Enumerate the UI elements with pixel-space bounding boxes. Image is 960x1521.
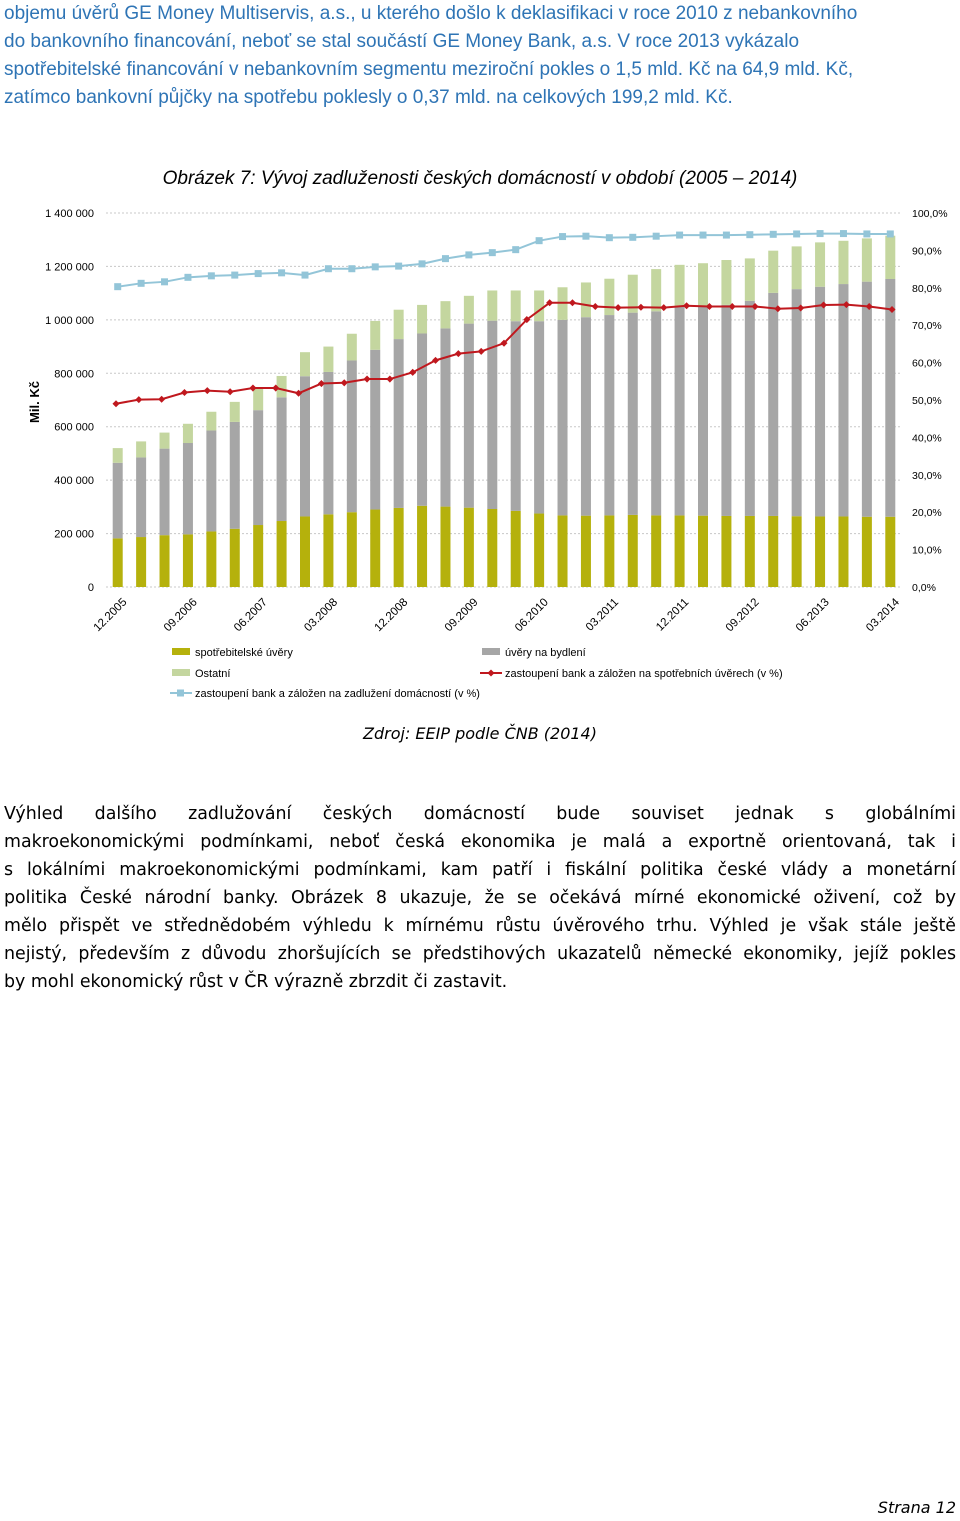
consumer-bar [113,538,123,587]
y2-tick-label: 10,0% [912,544,942,557]
body-line: politika České národní banky. Obrázek 8 ukazuje, že se očekává mírné ekonomické oživení, což by [4,888,956,908]
consumer_share-point [341,379,348,386]
housing-bar [604,315,614,515]
consumer-bar [698,516,708,587]
total_share-point [161,278,168,285]
y2-tick-label: 100,0% [912,208,948,220]
x-tick-label: 06.2013 [793,596,832,635]
housing-bar [323,372,333,514]
housing-bar [300,376,310,516]
other-bar [885,236,895,279]
total_share-point [138,280,145,287]
total_share-point [278,269,285,276]
other-bar [511,290,521,321]
other-bar [768,251,778,293]
other-bar [160,433,170,449]
total_share-point [817,230,824,237]
debt-chart [0,150,960,710]
total_share-point [442,255,449,262]
other-bar [347,334,357,361]
consumer_share-point [660,304,667,311]
body-line: s lokálními makroekonomickými podmínkami, kam patří i fiskální politika české vlády a monetární [4,860,956,880]
total_share-point [700,232,707,239]
consumer-bar [581,516,591,587]
consumer-bar [745,516,755,587]
housing-bar [558,320,568,516]
consumer-bar [815,516,825,587]
consumer-bar [323,514,333,587]
other-bar [464,296,474,324]
y2-tick-label: 80,0% [912,282,942,295]
housing-bar [394,339,404,508]
other-bar [136,441,146,457]
consumer-bar [370,510,380,587]
consumer_share-point [158,396,165,403]
other-bar [394,310,404,339]
consumer_share-point [455,350,462,357]
consumer_share-point [637,304,644,311]
source-caption: Zdroj: EEIP podle ČNB (2014) [363,724,597,743]
y2-tick-label: 60,0% [912,357,942,370]
total_share-point [723,232,730,239]
other-bar [862,238,872,281]
total_share-point [863,230,870,237]
consumer-bar [534,514,544,587]
y2-tick-label: 70,0% [912,320,942,333]
housing-bar [651,311,661,515]
x-tick-label: 06.2007 [232,596,270,635]
bars [113,236,896,587]
total_share-point [465,251,472,258]
total_share-point [653,233,660,240]
other-bar [230,402,240,422]
y2-tick-label: 40,0% [912,432,942,445]
housing-bar [745,301,755,516]
housing-bar [581,317,591,515]
intro-line: spotřebitelské financování v nebankovním segmentu meziroční pokles o 1,5 mld. Kč na 64,9 mld. Kč, [4,59,854,80]
consumer_share-point [204,387,211,394]
legend-swatch [172,669,190,676]
consumer_share-point [615,304,622,311]
housing-bar [230,422,240,529]
consumer-bar [183,534,193,587]
consumer-bar [838,516,848,587]
total_share-point [348,265,355,272]
legend-label: Ostatní [195,668,231,680]
body-line: mělo přispět ve střednědobém výhledu k mírnému růstu úvěrového trhu. Výhled je však stále ještě [4,916,956,936]
housing-bar [628,313,638,515]
consumer-bar [440,507,450,587]
other-bar [698,263,708,306]
y-tick-label: 400 000 [54,475,94,488]
y2-tick-label: 20,0% [912,507,942,520]
housing-bar [721,305,731,516]
housing-bar [534,321,544,513]
housing-bar [113,463,123,539]
total_share-point [746,231,753,238]
housing-bar [768,293,778,516]
other-bar [206,412,216,431]
consumer-bar [862,517,872,587]
housing-bar [885,279,895,517]
intro-line: zatímco bankovní půjčky na spotřebu poklesly o 0,37 mld. na celkových 199,2 mld. Kč. [4,87,733,108]
other-bar [581,282,591,317]
consumer-bar [792,516,802,587]
y-tick-label: 0 [87,582,94,594]
housing-bar [464,324,474,508]
total_share-point [489,249,496,256]
other-bar [113,448,123,463]
total_share-point [325,265,332,272]
consumer_share-point [386,376,393,383]
housing-bar [253,410,263,525]
consumer-bar [675,515,685,587]
consumer-bar [651,515,661,587]
y-tick-label: 1 400 000 [45,208,94,220]
consumer-bar [136,537,146,587]
consumer-bar [277,521,287,587]
consumer_share-point [569,299,576,306]
consumer_share-point [227,388,234,395]
y-tick-label: 1 200 000 [45,261,94,274]
legend-label: úvěry na bydlení [505,647,586,659]
other-bar [487,290,497,320]
y-axis-label: Mil. Kč [27,381,42,423]
consumer-bar [604,515,614,587]
other-bar [183,424,193,443]
consumer-bar [230,529,240,587]
consumer-bar [206,531,216,587]
total_share-point [582,233,589,240]
y2-tick-label: 90,0% [912,245,942,258]
other-bar [815,242,825,286]
x-tick-label: 12.2005 [91,596,130,635]
consumer-bar [394,508,404,587]
housing-bar [792,289,802,516]
total_share-point [770,231,777,238]
total_share-point [793,230,800,237]
total_share-point [372,263,379,270]
legend-marker [177,690,184,697]
housing-bar [675,307,685,515]
total_share-point [208,272,215,279]
housing-bar [698,306,708,516]
other-bar [417,305,427,334]
housing-bar [277,397,287,521]
other-bar [277,376,287,397]
housing-bar [160,449,170,536]
total_share-point [114,283,121,290]
housing-bar [862,282,872,517]
total_share-point [676,232,683,239]
total_share-point [231,272,238,279]
consumer-bar [300,516,310,587]
consumer-bar [160,535,170,587]
intro-line: objemu úvěrů GE Money Multiservis, a.s., u kterého došlo k deklasifikaci v roce 2010 z nebankovního [4,3,858,24]
total_share-point [887,230,894,237]
body-line: Výhled dalšího zadlužování českých domácností bude souviset jednak s globálními [4,804,956,824]
total_share-point [559,233,566,240]
y-axis-ticks [45,208,94,594]
consumer_share-point [409,369,416,376]
consumer-bar [885,517,895,587]
total_share-point [536,237,543,244]
housing-bar [838,284,848,516]
x-tick-label: 09.2009 [442,596,481,635]
x-tick-label: 12.2008 [372,596,411,635]
legend-label: zastoupení bank a záložen na zadlužení domácností (v %) [195,688,480,700]
y-tick-label: 800 000 [54,368,94,381]
other-bar [745,258,755,300]
consumer-bar [511,511,521,587]
intro-line: do bankovního financování, neboť se stal součástí GE Money Bank, a.s. V roce 2013 vykázalo [4,31,800,52]
housing-bar [347,360,357,512]
housing-bar [136,457,146,537]
legend-swatch [482,648,500,655]
housing-bar [206,430,216,531]
body-line: by mohl ekonomický růst v ČR výrazně zbrzdit či zastavit. [4,972,508,992]
housing-bar [815,287,825,517]
consumer_share-point [181,389,188,396]
y2-tick-label: 0,0% [912,582,936,594]
consumer-bar [487,509,497,587]
legend-swatch [172,648,190,655]
consumer-bar [347,512,357,587]
consumer-bar [464,508,474,587]
x-axis-ticks [92,596,903,634]
consumer_share-point [592,303,599,310]
consumer_share-point [478,348,485,355]
x-tick-label: 03.2014 [864,596,903,635]
other-bar [534,290,544,321]
consumer_share-point [135,396,142,403]
consumer-bar [768,516,778,587]
other-bar [370,321,380,350]
y-tick-label: 600 000 [54,421,94,434]
legend-marker [487,669,494,676]
legend [170,647,783,700]
total_share-point [395,263,402,270]
other-bar [440,301,450,328]
consumer_share-point [364,376,371,383]
consumer_share-point [112,400,119,407]
consumer-bar [558,515,568,587]
total_share-point [184,274,191,281]
x-tick-label: 09.2006 [161,596,200,635]
consumer_share-point [432,357,439,364]
y2-axis-ticks [912,208,948,594]
page-number: Strana 12 [877,1498,956,1517]
other-bar [604,279,614,315]
total_share-point [512,246,519,253]
total_share-point [629,234,636,241]
other-bar [651,269,661,311]
consumer-bar [721,516,731,587]
x-tick-label: 03.2008 [302,596,341,635]
y-tick-label: 200 000 [54,528,94,541]
other-bar [721,260,731,305]
housing-bar [440,328,450,506]
total_share-point [302,272,309,279]
total_share-point [606,234,613,241]
x-tick-label: 03.2011 [583,596,622,634]
other-bar [838,241,848,284]
housing-bar [417,333,427,505]
total_share-point [840,230,847,237]
other-bar [323,347,333,372]
consumer-bar [253,525,263,587]
x-tick-label: 06.2010 [513,596,551,635]
other-bar [300,352,310,376]
intro-paragraph [4,0,956,112]
x-tick-label: 12.2011 [654,596,692,634]
other-bar [253,387,263,410]
other-bar [792,246,802,289]
housing-bar [370,350,380,510]
housing-bar [183,443,193,534]
total_share-point [419,260,426,267]
other-bar [675,265,685,307]
body-line: makroekonomickými podmínkami, neboť česká ekonomika je malá a exportně orientovaná, tak i [4,832,956,852]
body-paragraph [4,800,956,996]
y2-tick-label: 30,0% [912,469,942,482]
housing-bar [511,321,521,511]
body-line: nejistý, především z důvodu zhoršujících se předstihových ukazatelů německé ekonomiky, jejíž pokles [4,944,956,964]
legend-label: zastoupení bank a záložen na spotřebních úvěrech (v %) [505,668,783,680]
legend-label: spotřebitelské úvěry [195,647,293,659]
x-tick-label: 09.2012 [723,596,762,635]
total_share-point [255,270,262,277]
consumer-bar [417,506,427,587]
y-tick-label: 1 000 000 [45,314,94,327]
chart-title: Obrázek 7: Vývoj zadluženosti českých domácností v období (2005 – 2014) [162,168,798,189]
consumer-bar [628,515,638,587]
y2-tick-label: 50,0% [912,395,942,407]
gridlines [106,213,902,587]
